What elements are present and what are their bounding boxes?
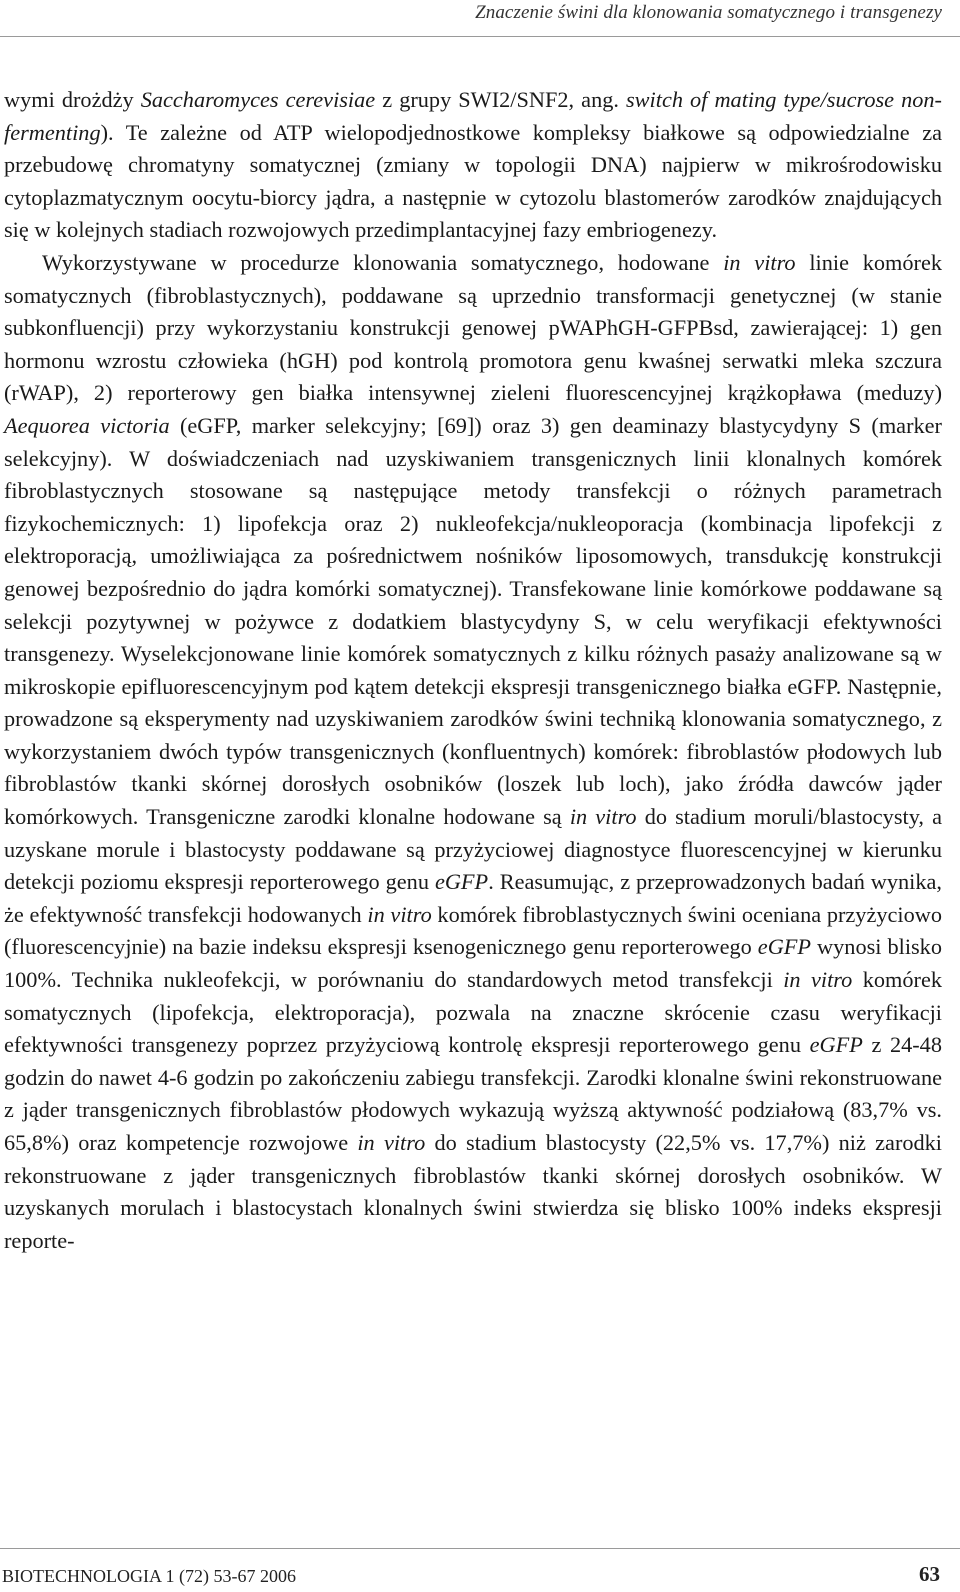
italic-text-run: in vitro [357,1130,426,1155]
paragraph-1 [4,84,942,247]
article-body [4,84,942,1257]
text-run: do stadium blastocysty (22,5% vs. 17,7%) niż zarodki rekonstruowane z jąder transgenicznych fibroblastów tkanki skórnej dorosłych osobników. W uzyskanych morulach i blastocystach klonalnych świni stwierdza się blisko 100% indeks ekspresji reporte- [4,1130,943,1253]
paragraph-2 [4,247,942,1257]
italic-text-run: eGFP [434,869,489,895]
text-run: wymi drożdży [4,87,141,112]
text-run: ). Te zależne od ATP wielopodjednostkowe kompleksy białkowe są odpowiedzialne za przebudowę chromatyny somatycznej (zmiany w topologii DNA) najpierw w mikrośrodowisku cytoplazmatycznym oocytu-biorcy jądra, a następnie w cytozolu blastomerów zarodków znajdujących się w kolejnych stadiach rozwojowych przedimplantacyjnej fazy embriogenezy. [4,119,942,243]
journal-citation: BIOTECHNOLOGIA 1 (72) 53-67 2006 [2,1566,296,1586]
text-run: z grupy SWI2/SNF2, ang. [375,87,626,112]
text-run: linie komórek somatycznych (fibroblastycznych), poddawane są uprzednio transformacji genetycznej (w stanie subkonfluencji) przy wykorzystaniu konstrukcji genowej pWAPhGH-GFPBsd, zawierającej: 1) gen hormonu wzrostu człowieka (hGH) pod kontrolą promotora genu kwaśnej serwatki mleka szczura (rWAP), 2) reporterowy gen białka intensywnej zieleni fluorescencyjnej krążkopława (meduzy) [4,249,943,406]
italic-text-run: eGFP [809,1032,863,1058]
italic-text-run: Aequorea victoria [4,412,170,438]
italic-text-run: in vitro [569,804,637,830]
italic-text-run: in vitro [723,249,796,275]
italic-text-run: eGFP [757,934,812,960]
running-header: Znaczenie świni dla klonowania somatycznego i transgenezy [475,2,942,23]
text-run: Wykorzystywane w procedurze klonowania somatycznego, hodowane [42,249,724,275]
text-run: . Reasumując, z przeprowadzonych badań wynika, że efektywność transfekcji hodowanych [4,869,942,927]
text-run: komórek somatycznych (lipofekcja, elektroporacja), pozwala na znaczne skrócenie czasu weryfikacji efektywności transgenezy poprzez przyżyciową kontrolę ekspresji reporterowego genu [4,967,942,1058]
italic-text-run: Saccharomyces cerevisiae [140,87,376,112]
italic-text-run: in vitro [367,901,432,927]
text-run: (eGFP, marker selekcyjny; [69]) oraz 3) gen deaminazy blastycydyny S (marker selekcyjny). W doświadczeniach nad uzyskiwaniem transgenicznych linii klonalnych komórek fibroblastycznych stosowane są następujące metody transfekcji o różnych parametrach fizykochemicznych: 1) lipofekcja oraz 2) nukleofekcja/nukleoporacja (kombinacja lipofekcji z elektroporacją, umożliwiająca za pośrednictwem nośników liposomowych, transdukcję konstrukcji genowej bezpośrednio do jądra komórki somatycznej). Transfekowane linie komórkowe poddawane są selekcji pozytywnej w pożywce z dodatkiem blastycydyny S, w celu weryfikacji efektywności transgenezy. Wyselekcjonowane linie komórek somatycznych z kilku różnych pasaży analizowane są w mikroskopie epifluorescencyjnym pod kątem detekcji ekspresji transgenicznego białka eGFP. Następnie, prowadzone są eksperymenty nad uzyskiwaniem zarodków świni techniką klonowania somatycznego, z wykorzystaniem dwóch typów transgenicznych (konfluentnych) komórek: fibroblastów płodowych lub fibroblastów tkanki skórnej dorosłych osobników (loszek lub loch), jako źródła dawców jąder komórkowych. Transgeniczne zarodki klonalne hodowane są [4,412,942,830]
text-run: do stadium moruli/blastocysty, a uzyskane morule i blastocysty poddawane są przyżyciowej diagnostyce fluorescencyjnej w kierunku detekcji poziomu ekspresji reporterowego genu [4,804,942,895]
text-run: komórek fibroblastycznych świni oceniana przyżyciowo (fluorescencyjnie) na bazie indeksu ekspresji ksenogenicznego genu reporterowego [4,901,942,960]
italic-text-run: switch of mating type/sucrose non-fermenting [4,87,942,145]
text-run: z 24-48 godzin do nawet 4-6 godzin po zakończeniu zabiegu transfekcji. Zarodki klonalne świni rekonstruowane z jąder transgenicznych fibroblastów płodowych wykazują wyższą aktywność podziałową (83,7% vs. 65,8%) oraz kompetencje rozwojowe [4,1032,942,1155]
footer-rule [0,1548,960,1549]
page-number: 63 [919,1562,940,1586]
italic-text-run: in vitro [783,967,853,993]
text-run: wynosi blisko 100%. Technika nukleofekcji, w porównaniu do standardowych metod transfekcji [4,934,942,993]
header-rule [0,36,960,37]
